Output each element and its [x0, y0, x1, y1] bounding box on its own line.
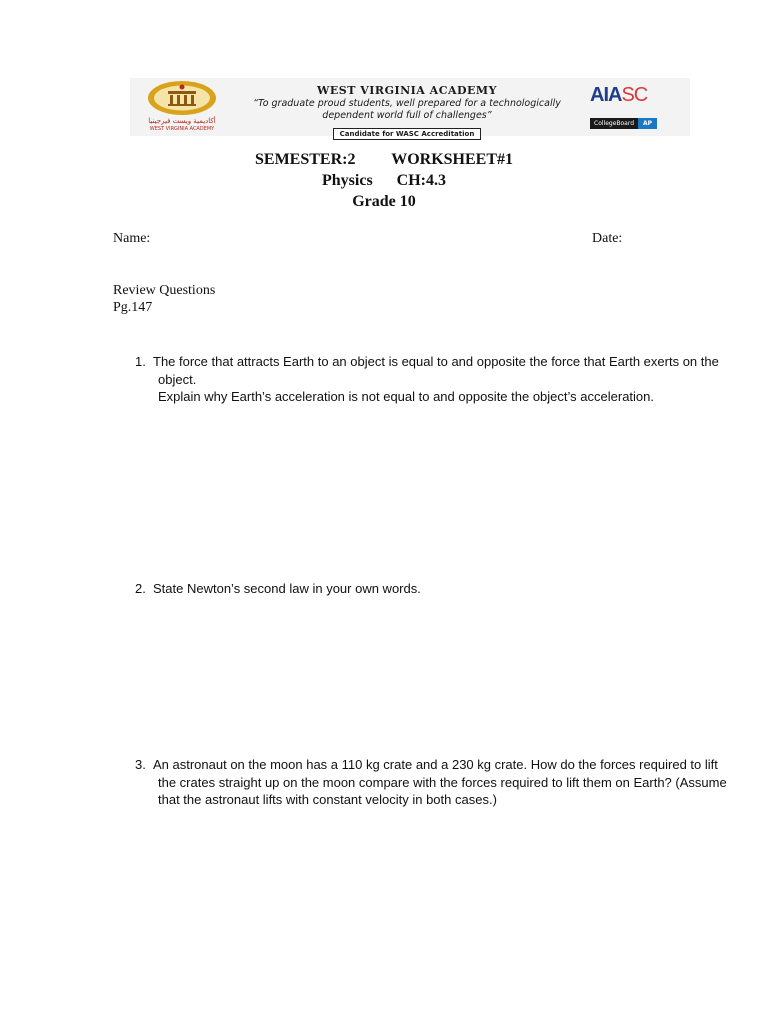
motto-line-1: “To graduate proud students, well prepared for a technologically	[253, 98, 561, 109]
wasc-accreditation-badge: Candidate for WASC Accreditation	[333, 128, 482, 140]
svg-text:WEST VIRGINIA ACADEMY: WEST VIRGINIA ACADEMY	[149, 126, 215, 132]
semester-worksheet-line	[0, 151, 768, 169]
collegeboard-ap-badge	[590, 118, 657, 129]
page-reference: Pg.147	[113, 300, 153, 315]
subject-chapter-line	[0, 172, 768, 190]
name-label: Name:	[113, 231, 151, 246]
ap-label: AP	[638, 118, 657, 129]
academy-name: WEST VIRGINIA ACADEMY	[317, 84, 497, 97]
question-number: 3.	[135, 757, 146, 772]
aiasc-mark-main: AIA	[590, 84, 622, 106]
chapter-label: CH:4.3	[396, 172, 446, 189]
question-text: An astronaut on the moon has a 110 kg crate and a 230 kg crate. How do the forces required to lift the crates straight up on the moon compare with the forces required to lift them on Earth? (Assume that the astronaut lifts with constant velocity in both cases.)	[153, 757, 727, 807]
grade-line: Grade 10	[352, 193, 416, 210]
question-text: State Newton’s second law in your own words.	[153, 581, 421, 596]
worksheet-label: WORKSHEET#1	[391, 151, 513, 168]
question-3	[133, 756, 733, 809]
question-subtext: Explain why Earth’s acceleration is not equal to and opposite the object’s acceleration.	[158, 389, 654, 404]
semester-label: SEMESTER:2	[255, 151, 356, 168]
aiasc-logo	[590, 84, 684, 132]
question-text: The force that attracts Earth to an object is equal to and opposite the force that Earth exerts on the object.	[153, 354, 719, 387]
question-2	[133, 580, 733, 598]
aiasc-mark-suffix: SC	[621, 84, 648, 106]
school-crest-logo	[136, 80, 236, 132]
question-1	[133, 353, 733, 406]
date-label: Date:	[592, 231, 623, 246]
collegeboard-label: CollegeBoard	[590, 118, 638, 129]
aiasc-small-print	[590, 106, 684, 112]
question-number: 1.	[135, 354, 146, 369]
crest-icon	[136, 80, 236, 132]
motto-line-2: dependent world full of challenges”	[322, 110, 492, 121]
question-number: 2.	[135, 581, 146, 596]
header-banner	[130, 78, 690, 136]
aiasc-mark	[590, 84, 684, 106]
section-title: Review Questions	[113, 283, 216, 298]
subject-label: Physics	[322, 172, 373, 189]
header-center	[234, 84, 580, 140]
svg-text:أكاديمية ويست فيرجينيا: أكاديمية ويست فيرجينيا	[148, 117, 216, 125]
